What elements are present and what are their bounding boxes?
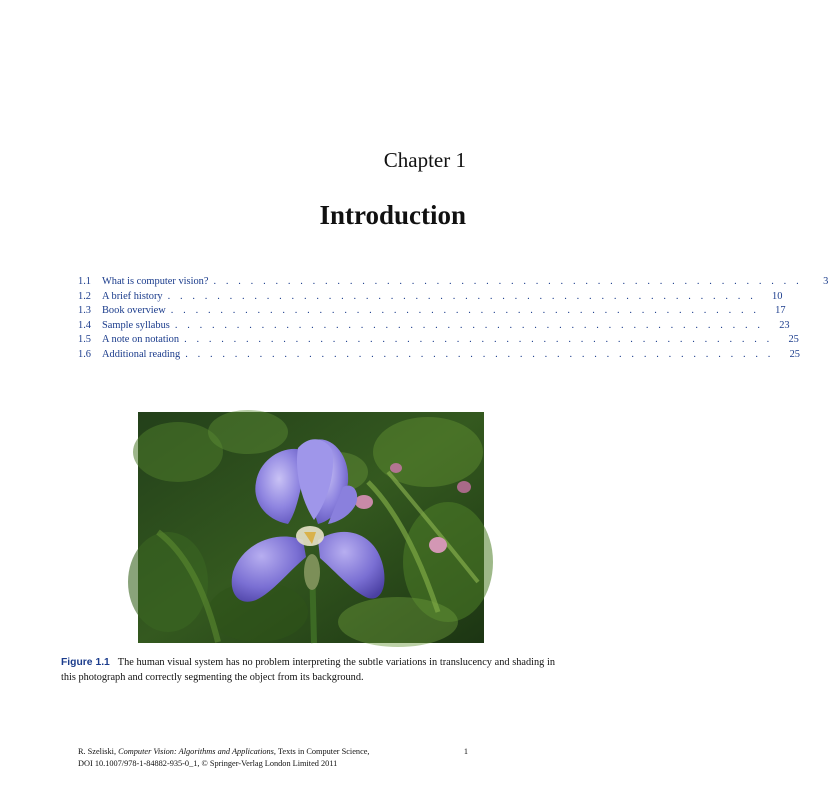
figure-caption-text: The human visual system has no problem interpreting the subtle variations in translucency and shading in this photograph and correctly segmenting the object from its background. (61, 657, 556, 683)
iris-photograph (138, 412, 484, 643)
toc-entry[interactable] (78, 319, 790, 335)
chapter-title: Introduction (319, 200, 466, 230)
footer-doi: DOI 10.1007/978-1-84882-935-0_1, © Springer-Verlag London Limited 2011 (78, 759, 338, 768)
toc-entry-page[interactable]: 25 (788, 334, 799, 346)
toc-entry-title[interactable]: What is computer vision? (102, 276, 209, 287)
toc-entry-title[interactable]: A note on notation (102, 334, 180, 346)
toc-entry[interactable] (78, 348, 800, 364)
toc-leader-dots: . . . . . . . . . . . . . . . . . . . . . . . . . . . . . . . . . . . . . . . . . . . . . . . . (174, 319, 764, 331)
toc-entry-page[interactable]: 10 (772, 290, 783, 302)
footer-author: R. Szeliski, (78, 747, 119, 756)
footer-citation (78, 746, 370, 758)
figure-caption (61, 656, 555, 685)
toc-leader-dots: . . . . . . . . . . . . . . . . . . . . . . . . . . . . . . . . . . . . . . . . . . . . . . . . (170, 305, 760, 317)
toc-leader-dots: . . . . . . . . . . . . . . . . . . . . . . . . . . . . . . . . . . . . . . . . . . . . . . . . (167, 290, 757, 302)
toc-entry-number: 1.5 (78, 334, 91, 346)
toc-entry-number: 1.4 (78, 319, 91, 331)
toc-entry-page[interactable]: 25 (789, 348, 800, 360)
toc-entry-title[interactable]: Book overview (102, 305, 166, 317)
chapter-label: Chapter 1 (383, 148, 466, 172)
toc-entry-page[interactable]: 17 (775, 305, 786, 317)
page-number: 1 (463, 747, 468, 756)
figure-label: Figure 1.1 (61, 657, 110, 668)
toc-leader-dots: . . . . . . . . . . . . . . . . . . . . . . . . . . . . . . . . . . . . . . . . . . . . . . . . (184, 334, 773, 346)
toc-leader-dots: . . . . . . . . . . . . . . . . . . . . . . . . . . . . . . . . . . . . . . . . . . . . . . . . (185, 348, 774, 360)
toc-entry[interactable] (78, 276, 828, 291)
footer-series: , Texts in Computer Science, (273, 747, 370, 756)
footer-line-1 (78, 746, 468, 758)
toc-entry-title[interactable]: A brief history (102, 290, 163, 302)
page-footer (78, 746, 468, 770)
toc-entry[interactable] (78, 305, 786, 320)
toc-entry[interactable] (78, 334, 799, 349)
toc-leader-dots: . . . . . . . . . . . . . . . . . . . . . . . . . . . . . . . . . . . . . . . . . . . . . . . . (213, 276, 803, 287)
toc-entry-number: 1.6 (78, 348, 91, 360)
toc-entry-number: 1.3 (78, 305, 91, 317)
toc-entry-number: 1.2 (78, 290, 91, 302)
toc-entry[interactable] (78, 290, 783, 306)
toc-entry-number: 1.1 (78, 276, 91, 287)
toc-entry-page[interactable]: 23 (779, 319, 790, 331)
toc-entry-title[interactable]: Additional reading (102, 348, 181, 360)
toc-entry-title[interactable]: Sample syllabus (102, 319, 170, 331)
toc-entry-page[interactable]: 3 (823, 276, 828, 287)
table-of-contents (78, 276, 828, 364)
footer-book-title: Computer Vision: Algorithms and Applications (118, 747, 274, 756)
